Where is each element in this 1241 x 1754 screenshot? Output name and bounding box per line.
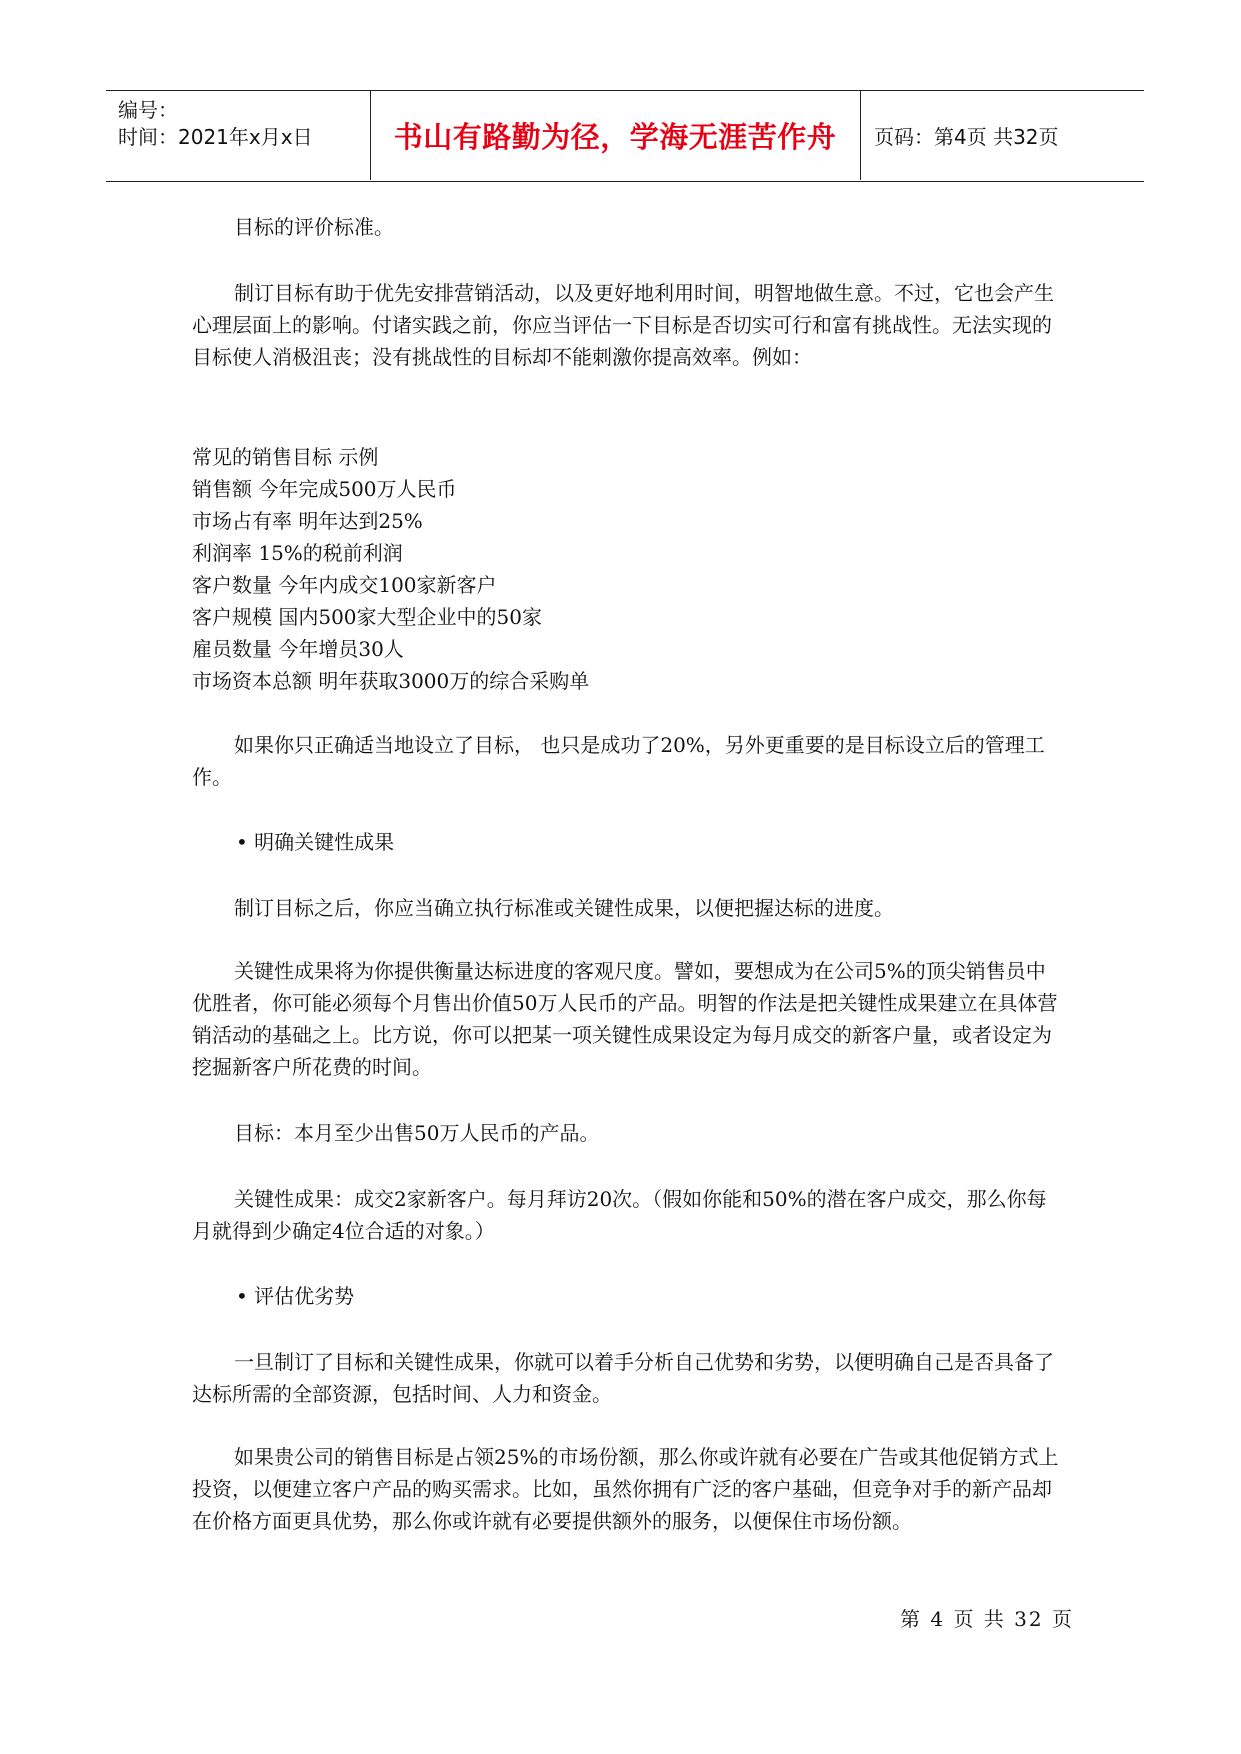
header-meta: [118, 91, 370, 180]
document-number-label: 编号：: [118, 98, 178, 122]
goals-list-item: 市场资本总额 明年获取3000万的综合采购单: [192, 669, 590, 693]
section-bullet-strengths: • 评估优劣势: [236, 1284, 355, 1308]
goals-list-item: 利润率 15%的税前利润: [192, 541, 403, 565]
header-page-info: 页码：第4页 共32页: [874, 125, 1059, 149]
goals-list-item: 销售额 今年完成500万人民币: [192, 477, 457, 501]
paragraph: 目标：本月至少出售50万人民币的产品。: [234, 1121, 600, 1145]
section-bullet-key-results: • 明确关键性成果: [236, 830, 395, 854]
paragraph: 制订目标之后，你应当确立执行标准或关键性成果，以便把握达标的进度。: [234, 896, 894, 920]
paragraph: 制订目标有助于优先安排营销活动，以及更好地利用时间，明智地做生意。不过，它也会产生心理层面上的影响。付诸实践之前，你应当评估一下目标是否切实可行和富有挑战性。无法实现的目标使人消极沮丧；没有挑战性的目标却不能刺激你提高效率。例如：: [192, 281, 1054, 369]
goals-list-header: 常见的销售目标 示例: [192, 445, 379, 469]
goals-list-item: 客户数量 今年内成交100家新客户: [192, 573, 497, 597]
goals-list-item: 市场占有率 明年达到25%: [192, 509, 423, 533]
paragraph: 关键性成果将为你提供衡量达标进度的客观尺度。譬如，要想成为在公司5%的顶尖销售员中优胜者，你可能必须每个月售出价值50万人民币的产品。明智的作法是把关键性成果建立在具体营销活动的基础之上。比方说，你可以把某一项关键性成果设定为每月成交的新客户量，或者设定为挖掘新客户所花费的时间。: [192, 959, 1058, 1079]
page-footer: 第 4 页 共 32 页: [900, 1607, 1074, 1631]
header-divider-right: [860, 91, 861, 180]
header-motto: 书山有路勤为径，学海无涯苦作舟: [393, 120, 837, 154]
paragraph: 目标的评价标准。: [234, 215, 394, 239]
goals-list-item: 客户规模 国内500家大型企业中的50家: [192, 605, 542, 629]
paragraph: 如果贵公司的销售目标是占领25%的市场份额，那么你或许就有必要在广告或其他促销方式上投资，以便建立客户产品的购买需求。比如，虽然你拥有广泛的客户基础，但竞争对手的新产品却在价格方面更具优势，那么你或许就有必要提供额外的服务，以便保住市场份额。: [192, 1445, 1059, 1533]
document-time-label: 时间：2021年x月x日: [118, 125, 313, 149]
goals-list-item: 雇员数量 今年增员30人: [192, 637, 404, 661]
paragraph: 如果你只正确适当地设立了目标， 也只是成功了20%，另外更重要的是目标设立后的管理工作。: [192, 733, 1045, 789]
paragraph: 一旦制订了目标和关键性成果，你就可以着手分析自己优势和劣势，以便明确自己是否具备了达标所需的全部资源，包括时间、人力和资金。: [192, 1350, 1054, 1406]
paragraph: 关键性成果：成交2家新客户。每月拜访20次。（假如你能和50%的潜在客户成交，那么你每月就得到少确定4位合适的对象。）: [192, 1187, 1047, 1243]
page-header: [106, 90, 1144, 182]
